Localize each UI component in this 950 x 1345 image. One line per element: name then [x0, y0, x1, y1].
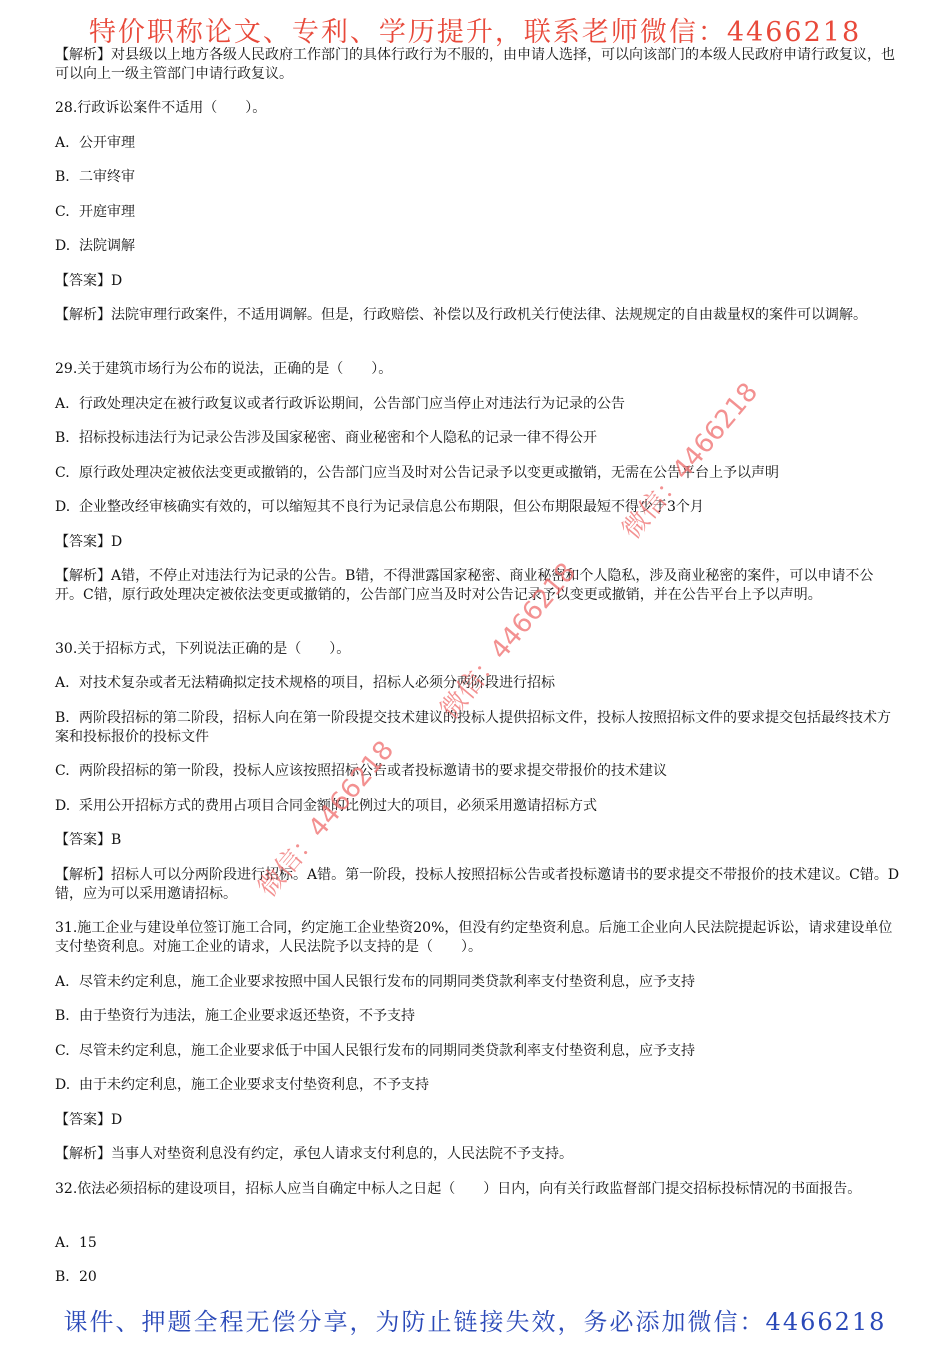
- option-29-a: [55, 395, 900, 414]
- answer-28: 【答案】D: [55, 273, 123, 289]
- question-28: 28.行政诉讼案件不适用（ ）。: [55, 100, 267, 116]
- option-31-b: [55, 1007, 900, 1026]
- explanation-30: 【解析】招标人可以分两阶段进行招标。A错。第一阶段，投标人按照招标公告或者投标邀请书的要求提交不带报价的技术建议。C错。D错，应为可以采用邀请招标。: [55, 867, 900, 902]
- option-label: B.: [55, 169, 70, 185]
- option-label: B.: [55, 1269, 70, 1285]
- option-text: 两阶段招标的第二阶段，招标人向在第一阶段提交技术建议的投标人提供招标文件，投标人按照招标文件的要求提交包括最终技术方案和投标报价的投标文件: [55, 710, 891, 745]
- option-32-b: [55, 1268, 900, 1287]
- option-30-c: [55, 762, 900, 781]
- option-label: D.: [55, 798, 71, 814]
- option-label: A.: [55, 396, 70, 412]
- option-30-b: [55, 709, 900, 747]
- option-label: C.: [55, 1043, 70, 1059]
- option-text: 采用公开招标方式的费用占项目合同金额的比例过大的项目，必须采用邀请招标方式: [79, 798, 597, 814]
- option-label: D.: [55, 1077, 71, 1093]
- option-text: 二审终审: [79, 169, 135, 185]
- question-29: 29.关于建筑市场行为公布的说法，正确的是（ ）。: [55, 361, 393, 377]
- option-text: 两阶段招标的第一阶段，投标人应该按照招标公告或者投标邀请书的要求提交带报价的技术建议: [79, 763, 667, 779]
- option-30-d: [55, 797, 900, 816]
- option-31-c: [55, 1042, 900, 1061]
- answer-30: 【答案】B: [55, 832, 122, 848]
- option-text: 行政处理决定在被行政复议或者行政诉讼期间，公告部门应当停止对违法行为记录的公告: [79, 396, 625, 412]
- option-label: B.: [55, 710, 70, 726]
- option-label: A.: [55, 675, 70, 691]
- option-31-d: [55, 1076, 900, 1095]
- explanation-29: 【解析】A错，不停止对违法行为记录的公告。B错，不得泄露国家秘密、商业秘密和个人隐私，涉及商业秘密的案件，可以申请不公开。C错，原行政处理决定被依法变更或撤销的，公告部门应当及时对公告记录予以变更或撤销，并在公告平台上予以声明。: [55, 568, 874, 603]
- option-label: C.: [55, 204, 70, 220]
- option-28-d: [55, 237, 900, 256]
- question-32: 32.依法必须招标的建设项目，招标人应当自确定中标人之日起（ ）日内，向有关行政监督部门提交招标投标情况的书面报告。: [55, 1181, 862, 1197]
- question-30: 30.关于招标方式，下列说法正确的是（ ）。: [55, 641, 351, 657]
- option-text: 开庭审理: [79, 204, 135, 220]
- option-31-a: [55, 973, 900, 992]
- option-label: A.: [55, 1235, 70, 1251]
- option-label: A.: [55, 135, 70, 151]
- option-text: 企业整改经审核确实有效的，可以缩短其不良行为记录信息公布期限，但公布期限最短不得少于3个月: [79, 499, 704, 515]
- option-text: 招标投标违法行为记录公告涉及国家秘密、商业秘密和个人隐私的记录一律不得公开: [79, 430, 597, 446]
- option-label: D.: [55, 499, 71, 515]
- option-29-b: [55, 429, 900, 448]
- answer-31: 【答案】D: [55, 1112, 123, 1128]
- option-text: 20: [79, 1269, 97, 1285]
- option-28-a: [55, 134, 900, 153]
- option-text: 法院调解: [79, 238, 135, 254]
- option-label: D.: [55, 238, 71, 254]
- option-32-a: [55, 1234, 900, 1253]
- option-label: C.: [55, 465, 70, 481]
- option-text: 公开审理: [79, 135, 135, 151]
- option-label: C.: [55, 763, 70, 779]
- option-text: 尽管未约定利息，施工企业要求按照中国人民银行发布的同期同类贷款利率支付垫资利息，应予支持: [79, 974, 695, 990]
- option-label: A.: [55, 974, 70, 990]
- option-29-d: [55, 498, 900, 517]
- watermark-text: 微信：4466218: [616, 377, 765, 546]
- watermark-text: 微信：4466218: [252, 735, 401, 904]
- option-text: 15: [79, 1235, 97, 1251]
- explanation-31: 【解析】当事人对垫资利息没有约定，承包人请求支付利息的，人民法院不予支持。: [55, 1146, 573, 1162]
- option-28-c: [55, 203, 900, 222]
- explanation-text: 【解析】对县级以上地方各级人民政府工作部门的具体行政行为不服的，由申请人选择，可以向该部门的本级人民政府申请行政复议，也可以向上一级主管部门申请行政复议。: [55, 47, 895, 82]
- option-28-b: [55, 168, 900, 187]
- watermark-text: 微信：4466218: [434, 557, 583, 726]
- option-29-c: [55, 464, 900, 483]
- explanation-28: 【解析】法院审理行政案件，不适用调解。但是，行政赔偿、补偿以及行政机关行使法律、法规规定的自由裁量权的案件可以调解。: [55, 307, 867, 323]
- header-banner: 特价职称论文、专利、学历提升，联系老师微信：4466218: [88, 17, 862, 48]
- answer-29: 【答案】D: [55, 534, 123, 550]
- option-text: 原行政处理决定被依法变更或撤销的，公告部门应当及时对公告记录予以变更或撤销，无需在公告平台上予以声明: [79, 465, 779, 481]
- option-label: B.: [55, 430, 70, 446]
- option-label: B.: [55, 1008, 70, 1024]
- question-31: 31.施工企业与建设单位签订施工合同，约定施工企业垫资20%，但没有约定垫资利息。后施工企业向人民法院提起诉讼，请求建设单位支付垫资利息。对施工企业的请求，人民法院予以支持的是（ ）。: [55, 920, 893, 955]
- option-text: 尽管未约定利息，施工企业要求低于中国人民银行发布的同期同类贷款利率支付垫资利息，应予支持: [79, 1043, 695, 1059]
- option-text: 由于未约定利息，施工企业要求支付垫资利息，不予支持: [79, 1077, 429, 1093]
- footer-banner: 课件、押题全程无偿分享，为防止链接失效，务必添加微信：4466218: [63, 1308, 887, 1336]
- option-text: 由于垫资行为违法，施工企业要求返还垫资，不予支持: [79, 1008, 415, 1024]
- option-text: 对技术复杂或者无法精确拟定技术规格的项目，招标人必须分两阶段进行招标: [79, 675, 555, 691]
